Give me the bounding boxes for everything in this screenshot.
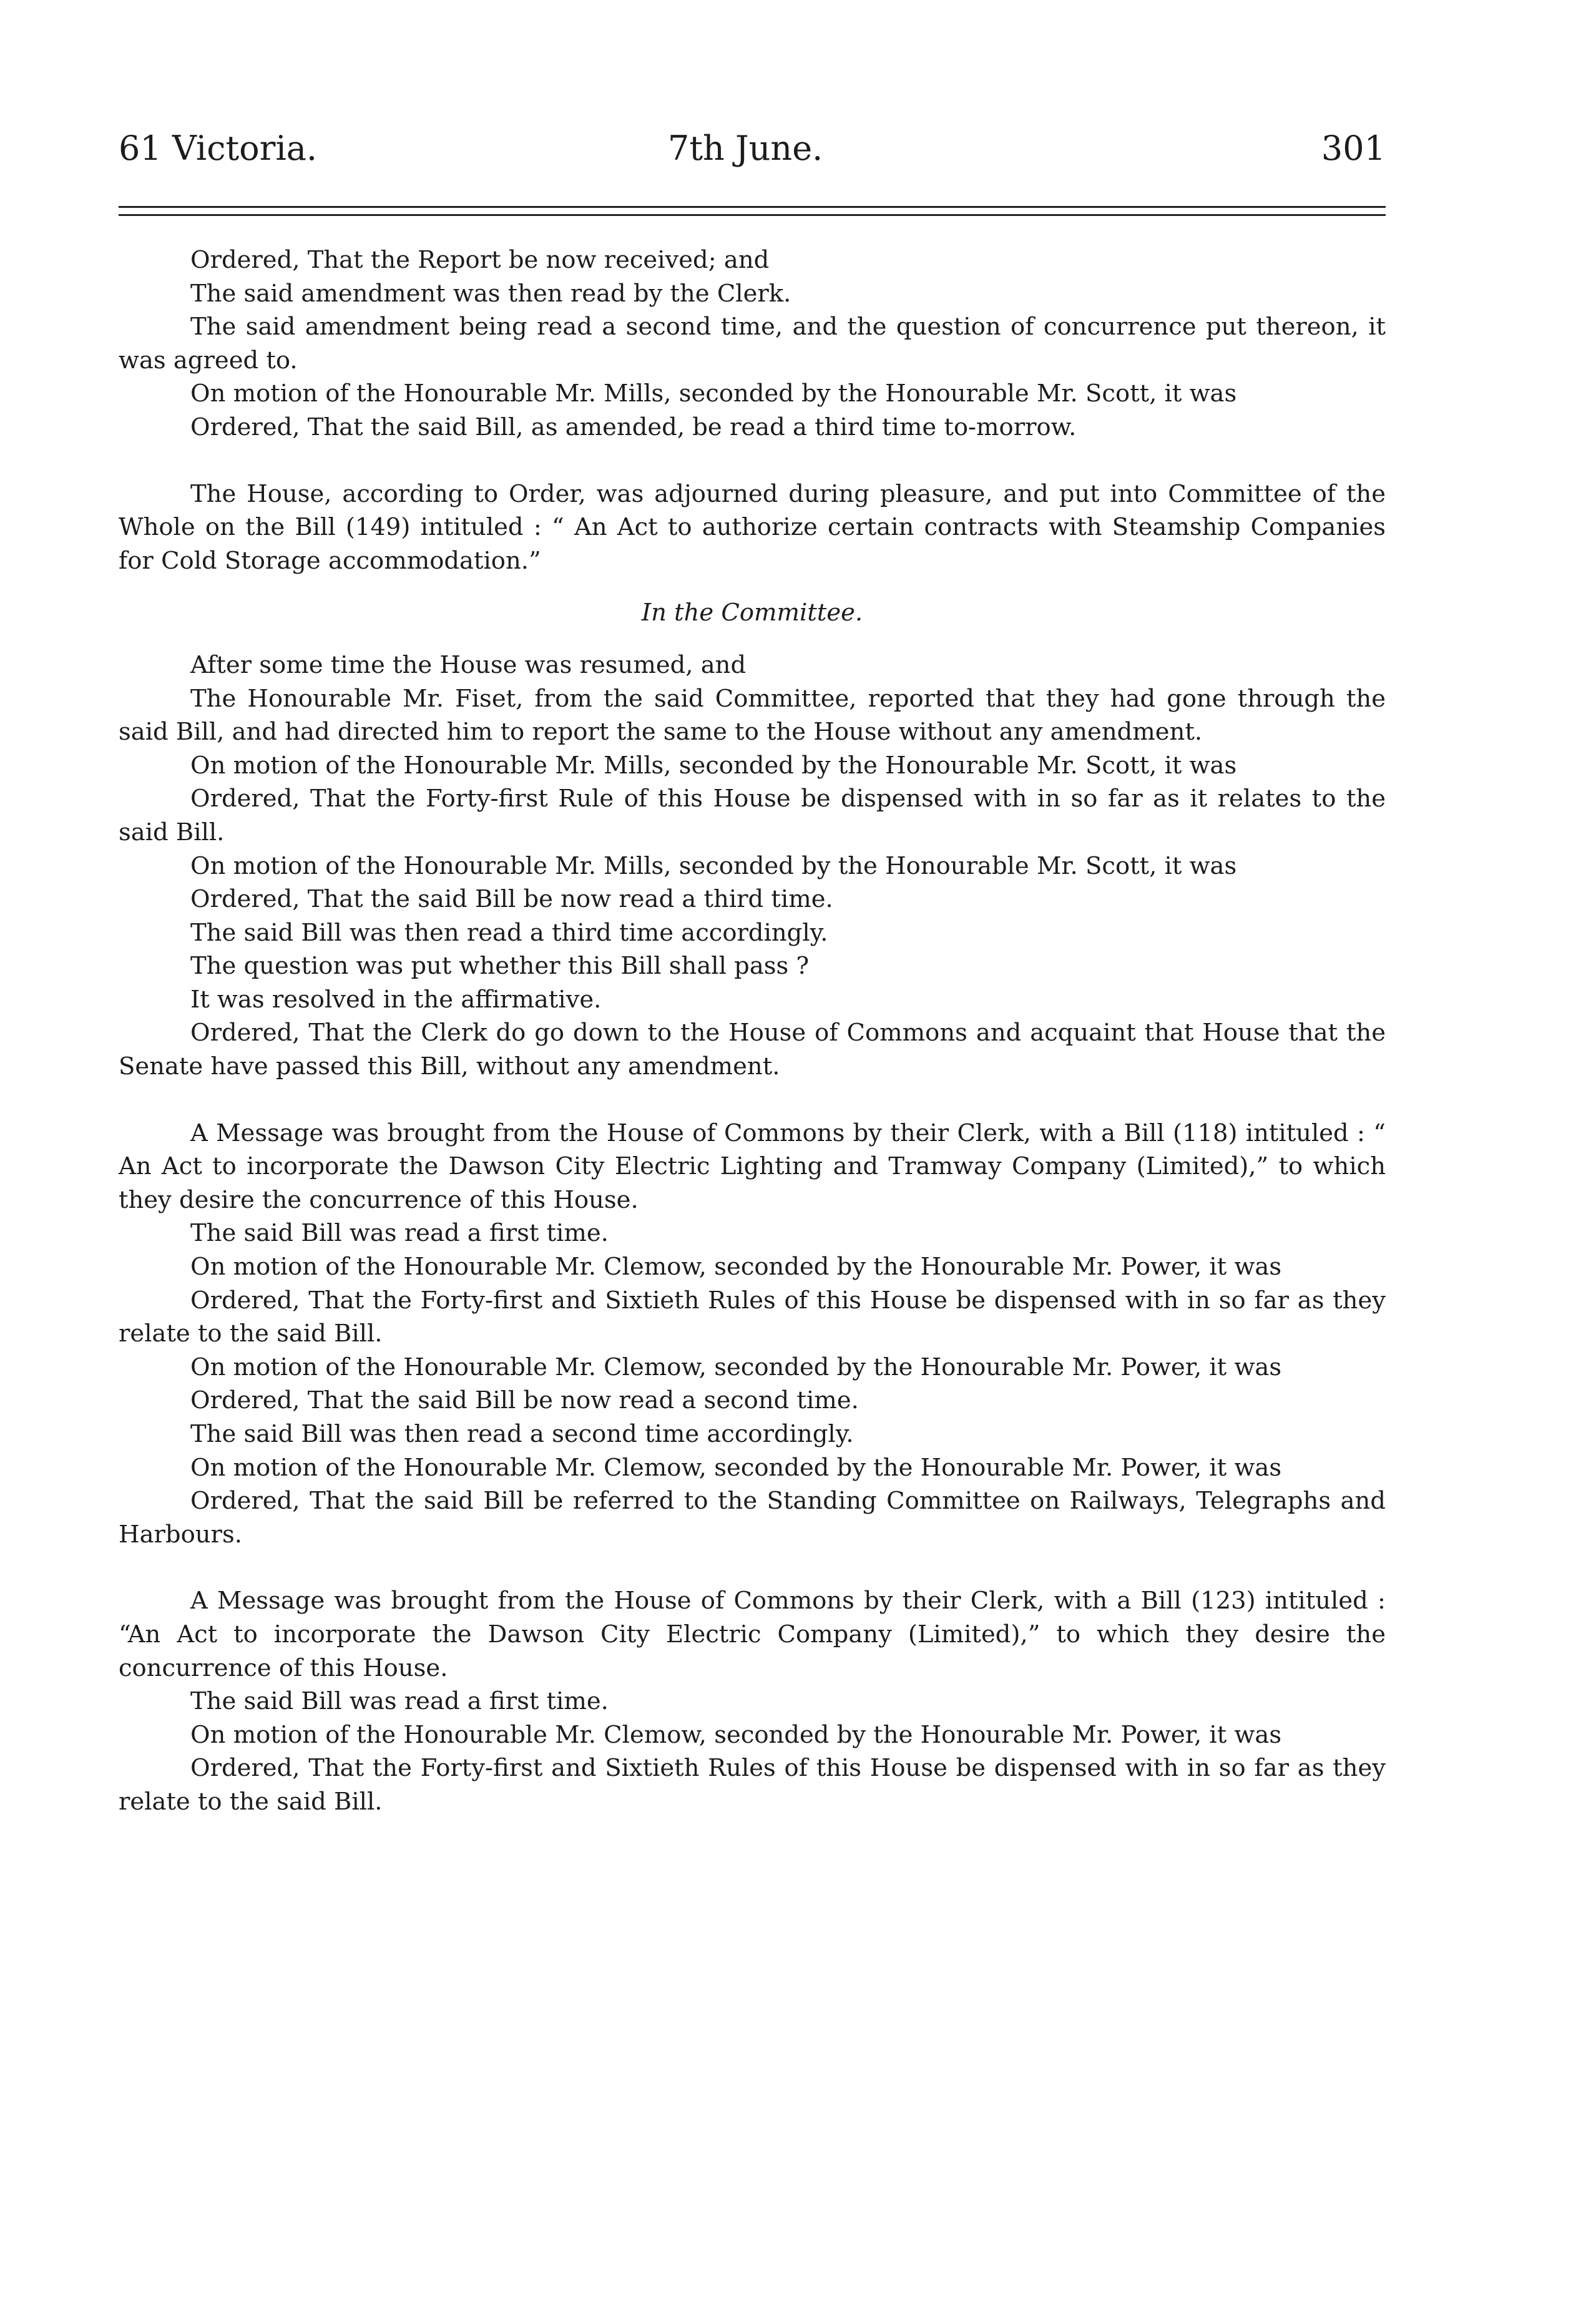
paragraph: The said amendment was then read by the Clerk.	[190, 279, 791, 308]
paragraph: The House, according to Order, was adjourned during pleasure, and put into Committee of the Whole on the Bill (149) intituled : “ An Act to authorize certain contracts with Steamship Companies for Cold Storage accommodation.”	[119, 479, 1386, 575]
paragraph: On motion of the Honourable Mr. Clemow, seconded by the Honourable Mr. Power, it was	[190, 1720, 1282, 1749]
section-gap	[119, 1084, 1386, 1117]
paragraph: The said Bill was read a first time.	[190, 1219, 609, 1248]
paragraph: The Honourable Mr. Fiset, from the said Committee, reported that they had gone through the said Bill, and had directed him to report the same to the House without any amendment.	[119, 684, 1386, 747]
paragraph: Ordered, That the said Bill be now read a third time.	[190, 885, 833, 914]
paragraph: The said amendment being read a second time, and the question of concurrence put thereon, it was agreed to.	[119, 313, 1386, 375]
header-date: 7th June.	[668, 129, 823, 168]
paragraph: A Message was brought from the House of Commons by their Clerk, with a Bill (118) intituled : “ An Act to incorporate the Dawson City Electric Lighting and Tramway Company (Limited),” to which they desire the concurrence of this House.	[119, 1119, 1386, 1214]
paragraph: It was resolved in the affirmative.	[190, 985, 602, 1014]
paragraph: Ordered, That the said Bill, as amended, be read a third time to-morrow.	[190, 413, 1077, 441]
section-gap	[119, 577, 1386, 596]
journal-body	[119, 243, 1386, 1819]
paragraph: On motion of the Honourable Mr. Mills, seconded by the Honourable Mr. Scott, it was	[190, 380, 1237, 408]
header-session: 61 Victoria.	[119, 129, 318, 168]
paragraph: Ordered, That the Forty-first and Sixtieth Rules of this House be dispensed with in so far as they relate to the said Bill.	[119, 1754, 1386, 1816]
section-gap	[119, 444, 1386, 478]
paragraph: Ordered, That the Report be now received; and	[190, 246, 770, 274]
paragraph: On motion of the Honourable Mr. Mills, seconded by the Honourable Mr. Scott, it was	[190, 751, 1237, 780]
paragraph: On motion of the Honourable Mr. Clemow, seconded by the Honourable Mr. Power, it was	[190, 1453, 1282, 1482]
paragraph: After some time the House was resumed, and	[190, 650, 747, 679]
header-rule-top	[119, 206, 1386, 208]
page-number: 301	[1321, 129, 1386, 168]
paragraph: Ordered, That the Forty-first and Sixtieth Rules of this House be dispensed with in so far as they relate to the said Bill.	[119, 1286, 1386, 1348]
paragraph: Ordered, That the said Bill be now read a second time.	[190, 1386, 859, 1415]
paragraph: The question was put whether this Bill shall pass ?	[190, 952, 810, 981]
section-gap	[119, 630, 1386, 649]
paragraph: Ordered, That the Forty-first Rule of this House be dispensed with in so far as it relates to the said Bill.	[119, 785, 1386, 846]
paragraph: The said Bill was read a first time.	[190, 1687, 609, 1716]
paragraph: The said Bill was then read a third time accordingly.	[190, 918, 828, 947]
paragraph: The said Bill was then read a second time accordingly.	[190, 1420, 854, 1448]
section-gap	[119, 1551, 1386, 1584]
running-head	[119, 124, 1386, 174]
header-rule-bottom	[119, 214, 1386, 216]
paragraph: Ordered, That the said Bill be referred to the Standing Committee on Railways, Telegraphs and Harbours.	[119, 1487, 1386, 1549]
paragraph: On motion of the Honourable Mr. Clemow, seconded by the Honourable Mr. Power, it was	[190, 1253, 1282, 1281]
page	[119, 0, 1386, 2317]
paragraph: On motion of the Honourable Mr. Mills, seconded by the Honourable Mr. Scott, it was	[190, 851, 1237, 880]
paragraph: A Message was brought from the House of Commons by their Clerk, with a Bill (123) intituled : “An Act to incorporate the Dawson City Electric Company (Limited),” to which they desire the concurrence of this House.	[119, 1587, 1386, 1682]
section-heading: In the Committee.	[641, 599, 863, 627]
paragraph: Ordered, That the Clerk do go down to the House of Commons and acquaint that House that the Senate have passed this Bill, without any amendment.	[119, 1019, 1386, 1081]
paragraph: On motion of the Honourable Mr. Clemow, seconded by the Honourable Mr. Power, it was	[190, 1353, 1282, 1381]
